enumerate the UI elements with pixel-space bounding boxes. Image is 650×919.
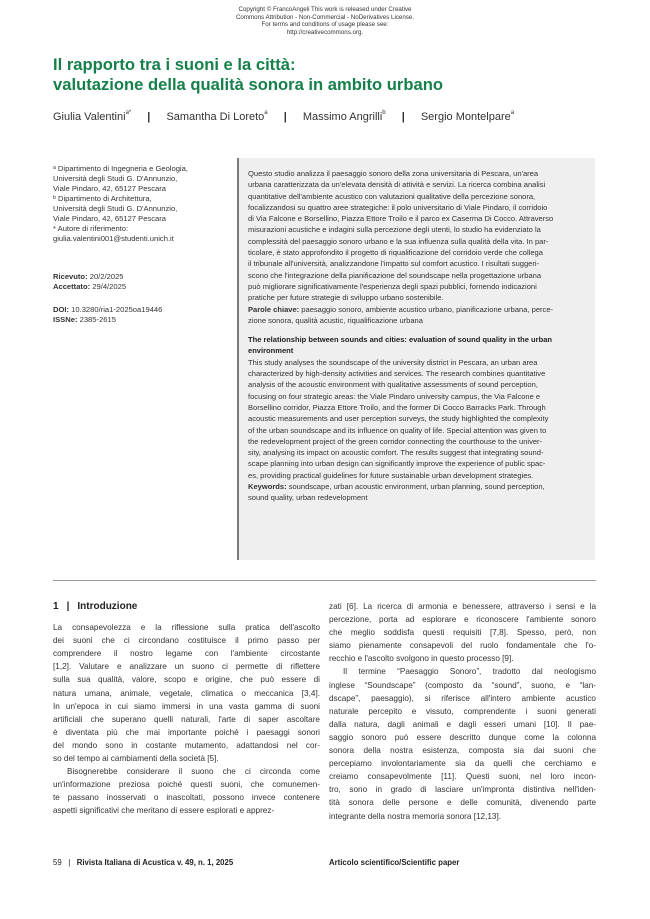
author-list [53,111,514,123]
text-line: sity, analysing its impact on acoustic comfort. The results suggest that integrating sound- [248,448,544,458]
author: Samantha Di Loreto$^a$ [166,110,268,123]
text-line: aspetti significativi che meritano di essere esplorati e apprez- [53,806,275,816]
author-separator: | [401,111,405,123]
affiliation-line: * Autore di riferimento: [53,224,129,233]
affiliations [53,164,228,244]
title-line: valutazione della qualità sonora in ambito urbano [53,74,444,94]
text-line: quantitative dell'ambiente acustico con valutazioni qualitative della percezione sonora, [248,191,536,201]
paragraph [329,600,596,665]
text-line: integrante della nostra memoria sonora [12,13]. [329,811,502,821]
text-line: è diventata più che mai importante poiché i paesaggi sonori [53,727,320,737]
text-line: [1,2]. Valutare e analizzare un suono ci permette di riflettere [53,662,320,672]
keywords-english: Keywords: soundscape, urban acoustic environment, urban planning, sound perception, [248,482,545,492]
text-line: zati [6]. La ricerca di armonia e benessere, attraverso i sensi e la [329,602,596,611]
text-line: sonora della nostra esistenza, composta sia dai suoni che [329,746,596,756]
keywords-english-cont: sound quality, urban redevelopment [248,493,368,503]
text-line: sulla sua qualità, valore, scopo e origine, che può essere di [53,675,320,685]
affiliation-line: Viale Pindaro, 42, 65127 Pescara [53,214,167,223]
text-line: natura umana, animale, vegetale, climatica o meccanica [3,4]. [53,688,320,698]
text-line: urbana caratterizzata da un'elevata densità di attività e servizi. La ricerca combina analisi [248,180,546,190]
text-line: comprendere il nostro legame con l'ambiente circostante [53,649,320,659]
section-heading: 1 | Introduzione [53,601,138,612]
text-line: In un'epoca in cui siamo immersi in una vasta gamma di suoni [53,701,320,711]
text-line: un'informazione preziosa poiché questi suoni, che comunemen- [53,780,320,790]
text-line: dei suoni che ci circondano costituisce il primo passo per [53,636,320,646]
author: Sergio Montelpare$^a$ [420,110,515,123]
keywords-italian: Parole chiave: paesaggio sonoro, ambiente acustico urbano, pianificazione urbana, perce- [248,304,554,314]
text-line: es, providing practical guidelines for future sustainable urban development strategies. [248,470,534,480]
affiliation-line: Università degli Studi G. D'Annunzio, [53,174,178,183]
text-line: tità sonora delle persone e delle comunità, divenendo parte [329,798,596,808]
text-line: pratiche per future strategie di sviluppo urbano sostenibile. [248,293,444,303]
abstract-english [248,357,587,481]
section-divider [53,580,596,581]
text-line: Il termine “Paesaggio Sonoro”, tradotto dal neologismo [343,667,596,677]
text-line: scono che l'integrazione della pianificazione del soundscape nella progettazione urbana [248,270,542,280]
text-line: Borsellino corridor, Piazza Ettore Troilo, and the former Di Cocco Barracks Park. Through [248,402,546,412]
text-line: characterized by high-density activities and services. The research combines quantitative [248,369,546,379]
text-line: inglese “Soundscape” (composto da “sound”, suono, e “lan- [329,680,596,690]
text-line: dalla natura, dagli animali e dagli esseri umani [10]. Il pae- [329,719,596,729]
title-line: Il rapporto tra i suoni e la città: [53,55,296,74]
text-line: Questo studio analizza il paesaggio sonoro della zona universitaria di Pescara, un'area [248,169,539,178]
text-line: siamo pienamente consapevoli del ruolo fondamentale che l'o- [329,641,596,651]
text-line: di Via Falcone e Borsellino, Piazza Ettore Troilo e il parco ex Caserma Di Cocco. Attraverso [248,214,554,224]
text-line: dscape”, paesaggio), si riferisce all'intero ambiente acustico [329,693,596,703]
affiliation-line: ᵇ Dipartimento di Architettura, [53,194,152,203]
paragraph [329,665,596,822]
affiliation-line[interactable]: giulia.valentini001@studenti.unich.it [53,234,174,243]
paragraph [53,621,320,765]
text-line: può migliorare significativamente l'esperienza degli spazi pubblici, fornendo indicazioni [248,281,537,291]
text-line: artificiali che superano quelli naturali, l'arte di saper ascoltare [53,714,320,724]
dates [53,272,228,292]
text-line: il tribunale all'università, analizzandone l'impatto sul comfort acustico. I risultati suggeri- [248,259,540,269]
column-right [329,600,596,823]
text-line: acoustic measurements and user perception surveys, the study highlighted the complexity [248,414,549,424]
text-line: focusing on four strategic areas: the Viale Pindaro university campus, the Via Falcone e [248,391,541,401]
text-line: percepiamo involontariamente sia da quelli che cerchiamo e [329,759,596,769]
text-line: focalizzandosi su quattro aree strategiche: il polo universitario di Viale Pindaro, il corridoio [248,202,548,212]
text-line: percezione, porta ad esplorare e riconoscere l'ambiente sonoro [329,615,596,625]
column-left [53,600,320,818]
footer-left: 59 | Rivista Italiana di Acustica v. 49, n. 1, 2025 [53,858,234,867]
doi[interactable]: DOI: 10.3280/ria1-2025oa19446 [53,305,163,314]
article-title [53,55,613,94]
text-line: te passano inosservati o inascoltati, possono invece contenere [53,793,320,803]
text-line: che meglio soddisfa questi requisiti [7,8]. Spesso, però, non [329,628,596,638]
text-line: misurazioni acustiche e indagini sulla percezione degli utenti, lo studio ha evidenziato la [248,225,541,235]
text-line: Bisognerebbe considerare il suono che ci circonda come [67,767,320,777]
copyright-line: Copyright © FrancoAngeli This work is released under Creative [238,6,412,13]
keywords-italian-cont: zione sonora, qualità acustic, riqualificazione urbana [248,315,423,325]
text-line: La consapevolezza e la riflessione sulla pratica dell'ascolto [53,623,320,633]
author-separator: | [283,111,287,123]
text-line: analysis of the acoustic environment with qualitative assessments of sound perception, [248,380,538,390]
copyright-line: Commons Attribution - Non-Commercial - NoDerivatives License. [235,13,415,21]
text-line: del mondo sono in costante mutamento, adattandosi nel cor- [53,740,320,750]
author: Massimo Angrilli$^b$ [302,110,386,123]
accepted-date: Accettato: 29/4/2025 [53,282,127,291]
identifiers [53,305,228,325]
copyright-line: http://creativecommons.org. [286,28,364,36]
copyright-notice [0,6,650,36]
received-date: Ricevuto: 20/2/2025 [53,272,124,281]
issn: ISSNe: 2385-2615 [53,315,116,324]
author-separator: | [147,111,151,123]
text-line: the redevelopment project of the green corridor connecting the courthouse to the univer- [248,436,543,446]
affiliation-line: ᵃ Dipartimento di Ingegneria e Geologia, [53,164,188,173]
abstract-italian [248,168,587,304]
text-line: ticolare, è stato approfondito il progetto di riqualificazione del corridoio verde che collega [248,248,543,258]
paragraph [53,765,320,817]
text-line: This study analyses the soundscape of the university district in Pescara, an urban area [248,357,538,367]
text-line: of the urban soundscape and its influence on quality of life. Special attention was given to [248,425,547,435]
author: Giulia Valentini$^{a*}$ [53,110,132,123]
english-title: environment [248,346,294,356]
text-line: tro, sono in grado di lasciare un'impronta distintiva nell'iden- [329,785,596,795]
text-line: naturale percepito e vissuto, comprendente i suoni generati [329,706,596,716]
abstract-box [237,158,595,560]
copyright-line: For terms and conditions of usage please see: [261,21,389,29]
text-line: scape planning into urban design can significantly improve the experience of public spac- [248,459,546,469]
text-line: creiamo consapevolmente [11]. Questi suoni, nel loro incon- [329,772,596,782]
text-line: saggio sonoro può essere descritto dunque come la colonna [329,732,596,742]
affiliation-line: Università degli Studi G. D'Annunzio, [53,204,178,213]
affiliation-line: Viale Pindaro, 42, 65127 Pescara [53,184,167,193]
text-line: so del tempo ai cambiamenti della società [5]. [53,754,219,764]
english-title: The relationship between sounds and cities: evaluation of sound quality in the urban [248,335,553,345]
text-line: complessità del paesaggio sonoro urbano e la sua influenza sulla qualità della vita. In par- [248,236,549,246]
footer-right: Articolo scientifico/Scientific paper [329,858,460,867]
text-line: recchio e l'ascolto svolgono in questo processo [9]. [329,654,514,664]
